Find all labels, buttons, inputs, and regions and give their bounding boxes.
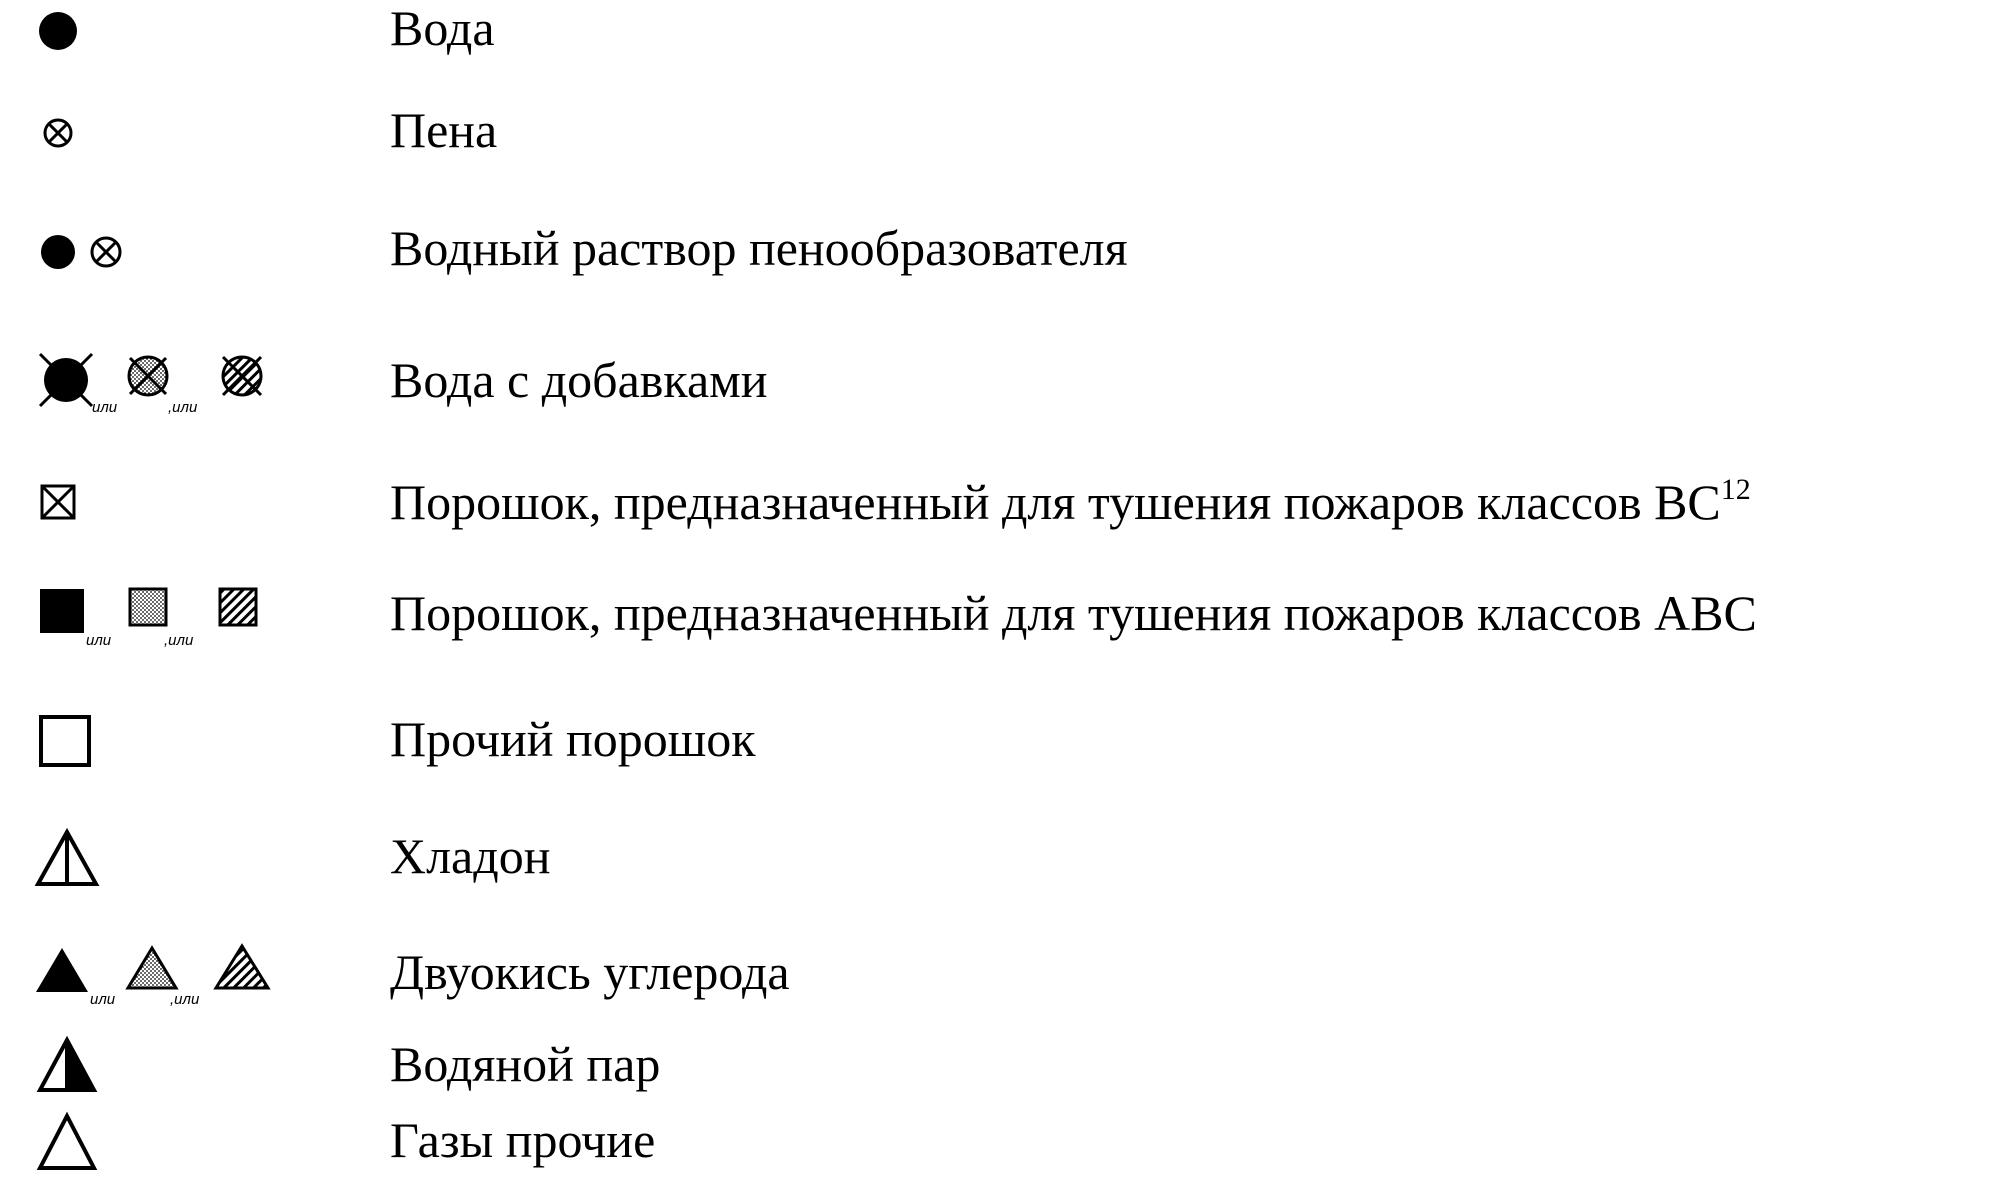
- legend-label-water-additives: Вода с добавками: [390, 352, 768, 408]
- triangle-variants-icon: [30, 942, 350, 1022]
- filled-and-crossed-circle-icon: [30, 218, 350, 298]
- legend-label-foam: Пена: [390, 102, 498, 158]
- circle-variants-icon: [30, 350, 350, 430]
- legend-label-water: Вода: [390, 0, 495, 56]
- crossed-square-icon: [30, 472, 350, 552]
- legend-label-co2: Двуокись углерода: [390, 944, 790, 1000]
- or-separator-2: ,или: [168, 399, 198, 416]
- or-separator-1: или: [86, 632, 112, 649]
- legend-label-steam: Водяной пар: [390, 1036, 661, 1092]
- legend-label-powder-bc: Порошок, предназначенный для тушения пожаров классов ВС$^{12}$: [390, 473, 1751, 530]
- legend-label-powder-abc: Порошок, предназначенный для тушения пожаров классов АВС: [390, 585, 1757, 641]
- footnote-marker: 12: [1720, 473, 1751, 507]
- triangle-vertical-line-icon: [30, 826, 350, 906]
- crossed-circle-icon: [30, 100, 350, 180]
- square-variants-icon: [30, 583, 350, 663]
- empty-square-icon: [30, 709, 350, 789]
- legend-label-halon: Хладон: [390, 828, 551, 884]
- half-filled-triangle-icon: [30, 1034, 350, 1114]
- or-separator-1: или: [90, 991, 116, 1008]
- legend-label-gas-other: Газы прочие: [390, 1112, 656, 1168]
- empty-triangle-icon: [30, 1110, 350, 1190]
- legend-label-powder-other: Прочий порошок: [390, 711, 756, 767]
- or-separator-2: ,или: [164, 632, 194, 649]
- or-separator-2: ,или: [170, 991, 200, 1008]
- legend-label-foam-solution: Водный раствор пенообразователя: [390, 220, 1128, 276]
- filled-circle-icon: [30, 0, 350, 80]
- or-separator-1: или: [92, 399, 118, 416]
